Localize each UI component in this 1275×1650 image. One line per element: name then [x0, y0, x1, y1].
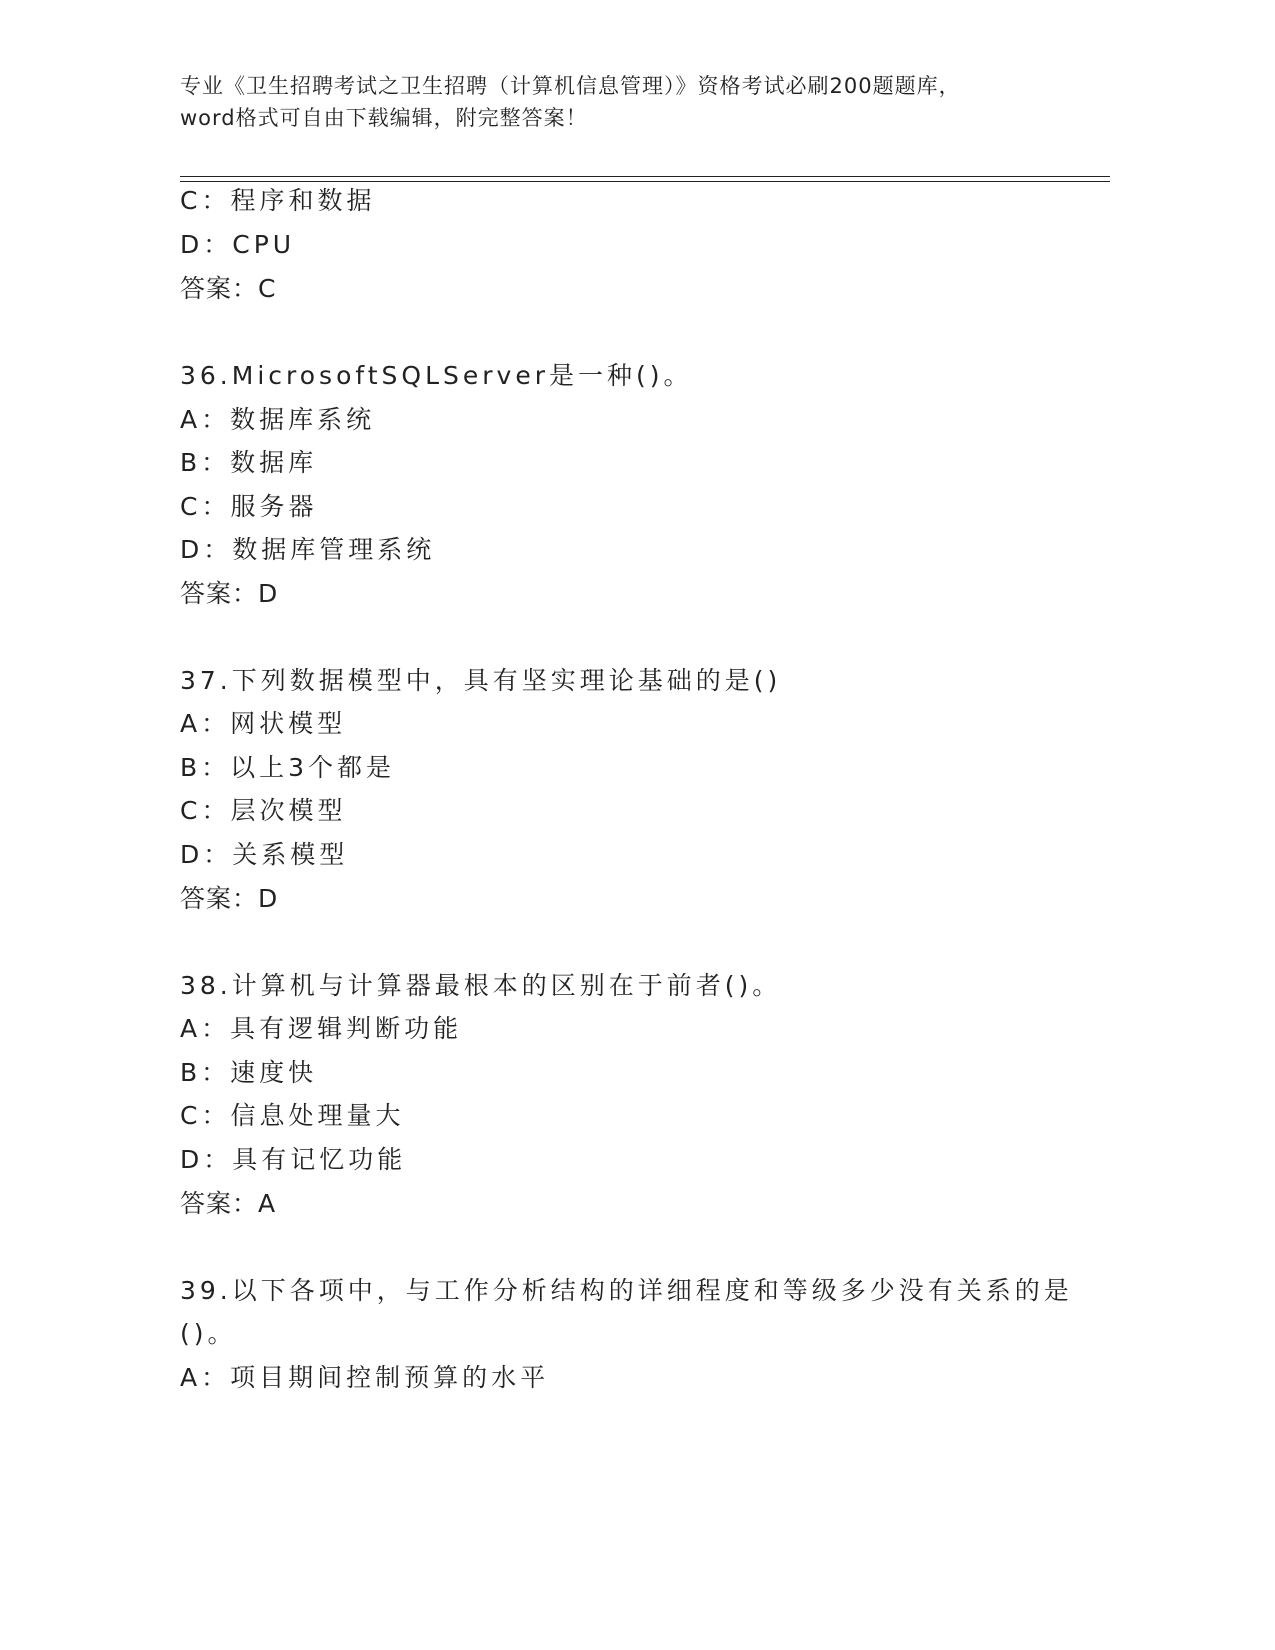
q36-option-a: A：数据库系统 [180, 405, 376, 434]
q37-option-a: A：网状模型 [180, 709, 347, 738]
q38-stem: 38.计算机与计算器最根本的区别在于前者()。 [180, 971, 782, 1000]
q37-option-d: D：关系模型 [180, 840, 349, 869]
q39-stem-line-2: ()。 [180, 1319, 237, 1348]
q38-option-d: D：具有记忆功能 [180, 1145, 407, 1174]
q38-option-b: B：速度快 [180, 1058, 318, 1087]
q38-option-a: A：具有逻辑判断功能 [180, 1014, 463, 1043]
q37-option-b: B：以上3个都是 [180, 753, 396, 782]
q38-option-c: C：信息处理量大 [180, 1101, 405, 1130]
q37-answer: 答案：D [180, 884, 279, 913]
header-divider-bottom [180, 181, 1110, 182]
q36-option-d: D：数据库管理系统 [180, 535, 436, 564]
q38-answer: 答案：A [180, 1189, 277, 1218]
q37-option-c: C：层次模型 [180, 796, 347, 825]
q36-option-b: B：数据库 [180, 448, 318, 477]
q39-stem-line-1: 39.以下各项中，与工作分析结构的详细程度和等级多少没有关系的是 [180, 1276, 1073, 1305]
q35-option-d: D：CPU [180, 230, 296, 259]
q35-option-c: C：程序和数据 [180, 186, 376, 215]
header-title-line-1: 专业《卫生招聘考试之卫生招聘（计算机信息管理）》资格考试必刷200题题库， [180, 74, 961, 98]
q36-answer: 答案：D [180, 579, 279, 608]
q37-stem: 37.下列数据模型中，具有坚实理论基础的是() [180, 666, 782, 695]
header-divider-top [180, 176, 1110, 177]
q36-option-c: C：服务器 [180, 492, 318, 521]
q39-option-a: A：项目期间控制预算的水平 [180, 1363, 550, 1392]
q35-answer: 答案：C [180, 274, 277, 303]
q36-stem: 36.MicrosoftSQLServer是一种()。 [180, 361, 693, 390]
header-title-line-2: word格式可自由下载编辑，附完整答案！ [180, 106, 588, 130]
document-header [180, 70, 1060, 134]
